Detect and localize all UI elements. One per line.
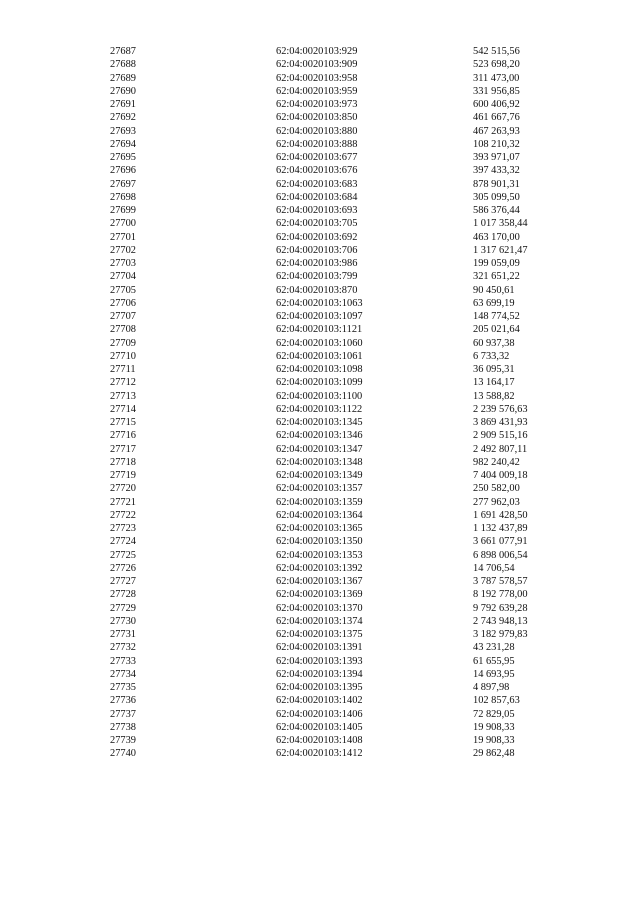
- cadastral-number: 62:04:0020103:1099: [276, 377, 363, 389]
- row-number: 27708: [110, 324, 136, 336]
- cadastral-value: 6 898 006,54: [473, 549, 528, 561]
- cadastral-value: 7 404 009,18: [473, 470, 528, 481]
- table-row: [0, 602, 640, 615]
- row-number: 27712: [110, 377, 136, 389]
- cadastral-number: 62:04:0020103:1100: [276, 390, 363, 402]
- cadastral-value: 331 956,85: [473, 85, 520, 97]
- cadastral-number: 62:04:0020103:1063: [276, 297, 363, 309]
- cadastral-number: 62:04:0020103:1348: [276, 456, 363, 468]
- cadastral-number: 62:04:0020103:1122: [276, 403, 363, 415]
- cadastral-number: 62:04:0020103:692: [276, 231, 358, 243]
- table-row: [0, 125, 640, 138]
- cadastral-value: 467 263,93: [473, 125, 520, 137]
- row-number: 27738: [110, 721, 136, 733]
- table-row: [0, 72, 640, 85]
- cadastral-number: 62:04:0020103:1408: [276, 735, 363, 746]
- cadastral-value: 43 231,28: [473, 642, 515, 654]
- cadastral-number: 62:04:0020103:1402: [276, 695, 363, 707]
- cadastral-value: 2 743 948,13: [473, 615, 528, 627]
- row-number: 27717: [110, 443, 136, 455]
- cadastral-value: 1 132 437,89: [473, 523, 528, 534]
- table-row: [0, 482, 640, 495]
- row-number: 27720: [110, 483, 136, 495]
- cadastral-number: 62:04:0020103:973: [276, 99, 358, 110]
- cadastral-value: 321 651,22: [473, 271, 520, 283]
- table-row: [0, 429, 640, 442]
- row-number: 27724: [110, 536, 136, 548]
- cadastral-number: 62:04:0020103:799: [276, 271, 358, 283]
- row-number: 27731: [110, 629, 136, 640]
- table-row: [0, 403, 640, 416]
- row-number: 27700: [110, 218, 136, 230]
- cadastral-value: 600 406,92: [473, 99, 520, 110]
- cadastral-value: 1 017 358,44: [473, 218, 528, 230]
- table-row: [0, 231, 640, 244]
- row-number: 27727: [110, 576, 136, 587]
- cadastral-value: 6 733,32: [473, 350, 510, 362]
- cadastral-number: 62:04:0020103:1357: [276, 483, 363, 495]
- row-number: 27725: [110, 549, 136, 561]
- row-number: 27723: [110, 523, 136, 534]
- cadastral-value: 542 515,56: [473, 46, 520, 57]
- cadastral-number: 62:04:0020103:693: [276, 205, 358, 216]
- table-row: [0, 58, 640, 71]
- cadastral-value: 461 667,76: [473, 112, 520, 124]
- row-number: 27714: [110, 403, 136, 415]
- table-row: [0, 681, 640, 694]
- table-row: [0, 721, 640, 734]
- cadastral-value: 14 706,54: [473, 562, 515, 574]
- cadastral-value: 90 450,61: [473, 284, 515, 296]
- row-number: 27740: [110, 748, 136, 760]
- cadastral-value: 463 170,00: [473, 231, 520, 243]
- table-row: [0, 708, 640, 721]
- cadastral-number: 62:04:0020103:850: [276, 112, 358, 124]
- cadastral-number: 62:04:0020103:909: [276, 59, 358, 71]
- row-number: 27713: [110, 390, 136, 402]
- row-number: 27726: [110, 562, 136, 574]
- row-number: 27730: [110, 615, 136, 627]
- cadastral-number: 62:04:0020103:1350: [276, 536, 363, 548]
- row-number: 27737: [110, 708, 136, 720]
- table-row: [0, 734, 640, 747]
- table-row: [0, 270, 640, 283]
- cadastral-number: 62:04:0020103:1364: [276, 509, 363, 521]
- row-number: 27695: [110, 152, 136, 163]
- cadastral-value: 199 059,09: [473, 258, 520, 269]
- cadastral-value: 3 869 431,93: [473, 417, 528, 428]
- cadastral-value: 586 376,44: [473, 205, 520, 216]
- cadastral-value: 305 099,50: [473, 191, 520, 203]
- cadastral-number: 62:04:0020103:1349: [276, 470, 363, 481]
- row-number: 27719: [110, 470, 136, 481]
- row-number: 27721: [110, 496, 136, 508]
- cadastral-value: 2 492 807,11: [473, 443, 528, 455]
- cadastral-number: 62:04:0020103:1392: [276, 562, 363, 574]
- cadastral-value: 19 908,33: [473, 721, 515, 733]
- cadastral-value: 878 901,31: [473, 178, 520, 190]
- cadastral-value-table: [0, 45, 640, 761]
- table-row: [0, 588, 640, 601]
- table-row: [0, 522, 640, 535]
- cadastral-value: 36 095,31: [473, 364, 515, 375]
- table-row: [0, 297, 640, 310]
- row-number: 27688: [110, 59, 136, 71]
- row-number: 27707: [110, 311, 136, 322]
- cadastral-value: 72 829,05: [473, 708, 515, 720]
- row-number: 27699: [110, 205, 136, 216]
- cadastral-value: 63 699,19: [473, 297, 515, 309]
- cadastral-value: 393 971,07: [473, 152, 520, 163]
- cadastral-value: 148 774,52: [473, 311, 520, 322]
- cadastral-number: 62:04:0020103:1121: [276, 324, 363, 336]
- table-row: [0, 98, 640, 111]
- cadastral-value: 102 857,63: [473, 695, 520, 707]
- cadastral-number: 62:04:0020103:1375: [276, 629, 363, 640]
- cadastral-value: 8 192 778,00: [473, 589, 528, 601]
- cadastral-value: 1 691 428,50: [473, 509, 528, 521]
- cadastral-number: 62:04:0020103:1394: [276, 668, 363, 680]
- table-row: [0, 562, 640, 575]
- cadastral-number: 62:04:0020103:706: [276, 244, 358, 256]
- row-number: 27716: [110, 430, 136, 442]
- table-row: [0, 469, 640, 482]
- cadastral-number: 62:04:0020103:705: [276, 218, 358, 230]
- cadastral-number: 62:04:0020103:1097: [276, 311, 363, 322]
- row-number: 27715: [110, 417, 136, 428]
- row-number: 27690: [110, 85, 136, 97]
- cadastral-value: 277 962,03: [473, 496, 520, 508]
- table-row: [0, 323, 640, 336]
- table-row: [0, 310, 640, 323]
- cadastral-number: 62:04:0020103:929: [276, 46, 358, 57]
- table-row: [0, 204, 640, 217]
- table-row: [0, 337, 640, 350]
- table-row: [0, 217, 640, 230]
- row-number: 27694: [110, 138, 136, 150]
- row-number: 27709: [110, 337, 136, 349]
- row-number: 27729: [110, 602, 136, 614]
- cadastral-number: 62:04:0020103:1060: [276, 337, 363, 349]
- cadastral-value: 250 582,00: [473, 483, 520, 495]
- table-row: [0, 151, 640, 164]
- table-row: [0, 575, 640, 588]
- cadastral-number: 62:04:0020103:683: [276, 178, 358, 190]
- row-number: 27710: [110, 350, 136, 362]
- cadastral-number: 62:04:0020103:1370: [276, 602, 363, 614]
- table-row: [0, 694, 640, 707]
- cadastral-value: 397 433,32: [473, 165, 520, 177]
- table-row: [0, 244, 640, 257]
- row-number: 27735: [110, 682, 136, 693]
- cadastral-value: 14 693,95: [473, 668, 515, 680]
- row-number: 27705: [110, 284, 136, 296]
- row-number: 27732: [110, 642, 136, 654]
- table-row: [0, 350, 640, 363]
- cadastral-value: 523 698,20: [473, 59, 520, 71]
- table-row: [0, 496, 640, 509]
- table-row: [0, 747, 640, 760]
- row-number: 27701: [110, 231, 136, 243]
- cadastral-value: 9 792 639,28: [473, 602, 528, 614]
- cadastral-number: 62:04:0020103:1365: [276, 523, 363, 534]
- table-row: [0, 257, 640, 270]
- row-number: 27718: [110, 456, 136, 468]
- cadastral-value: 4 897,98: [473, 682, 510, 693]
- table-row: [0, 45, 640, 58]
- table-row: [0, 443, 640, 456]
- table-row: [0, 111, 640, 124]
- row-number: 27693: [110, 125, 136, 137]
- cadastral-number: 62:04:0020103:1359: [276, 496, 363, 508]
- table-row: [0, 628, 640, 641]
- row-number: 27722: [110, 509, 136, 521]
- cadastral-number: 62:04:0020103:677: [276, 152, 358, 163]
- cadastral-number: 62:04:0020103:986: [276, 258, 358, 269]
- cadastral-number: 62:04:0020103:684: [276, 191, 358, 203]
- cadastral-value: 982 240,42: [473, 456, 520, 468]
- row-number: 27687: [110, 46, 136, 57]
- cadastral-number: 62:04:0020103:1395: [276, 682, 363, 693]
- cadastral-number: 62:04:0020103:1412: [276, 748, 363, 760]
- cadastral-value: 19 908,33: [473, 735, 515, 746]
- cadastral-number: 62:04:0020103:1369: [276, 589, 363, 601]
- cadastral-number: 62:04:0020103:1393: [276, 655, 363, 667]
- cadastral-value: 29 862,48: [473, 748, 515, 760]
- table-row: [0, 535, 640, 548]
- cadastral-number: 62:04:0020103:1391: [276, 642, 363, 654]
- row-number: 27711: [110, 364, 136, 375]
- table-row: [0, 509, 640, 522]
- cadastral-number: 62:04:0020103:1061: [276, 350, 363, 362]
- table-row: [0, 284, 640, 297]
- cadastral-value: 108 210,32: [473, 138, 520, 150]
- cadastral-number: 62:04:0020103:1346: [276, 430, 363, 442]
- cadastral-number: 62:04:0020103:870: [276, 284, 358, 296]
- cadastral-number: 62:04:0020103:1347: [276, 443, 363, 455]
- row-number: 27704: [110, 271, 136, 283]
- table-row: [0, 85, 640, 98]
- cadastral-number: 62:04:0020103:959: [276, 85, 358, 97]
- cadastral-number: 62:04:0020103:958: [276, 72, 358, 84]
- row-number: 27733: [110, 655, 136, 667]
- table-row: [0, 164, 640, 177]
- cadastral-number: 62:04:0020103:1374: [276, 615, 363, 627]
- table-row: [0, 668, 640, 681]
- table-row: [0, 549, 640, 562]
- cadastral-value: 1 317 621,47: [473, 244, 528, 256]
- cadastral-value: 205 021,64: [473, 324, 520, 336]
- cadastral-number: 62:04:0020103:1345: [276, 417, 363, 428]
- cadastral-value: 13 164,17: [473, 377, 515, 389]
- cadastral-value: 61 655,95: [473, 655, 515, 667]
- row-number: 27697: [110, 178, 136, 190]
- cadastral-value: 3 661 077,91: [473, 536, 528, 548]
- cadastral-number: 62:04:0020103:1367: [276, 576, 363, 587]
- table-row: [0, 641, 640, 654]
- row-number: 27728: [110, 589, 136, 601]
- row-number: 27736: [110, 695, 136, 707]
- cadastral-number: 62:04:0020103:888: [276, 138, 358, 150]
- cadastral-number: 62:04:0020103:1405: [276, 721, 363, 733]
- table-row: [0, 178, 640, 191]
- cadastral-number: 62:04:0020103:880: [276, 125, 358, 137]
- table-row: [0, 456, 640, 469]
- cadastral-number: 62:04:0020103:1098: [276, 364, 363, 375]
- row-number: 27691: [110, 99, 136, 110]
- cadastral-value: 3 182 979,83: [473, 629, 528, 640]
- row-number: 27698: [110, 191, 136, 203]
- table-row: [0, 191, 640, 204]
- table-row: [0, 615, 640, 628]
- cadastral-value: 2 909 515,16: [473, 430, 528, 442]
- table-row: [0, 376, 640, 389]
- cadastral-value: 2 239 576,63: [473, 403, 528, 415]
- table-row: [0, 416, 640, 429]
- row-number: 27706: [110, 297, 136, 309]
- cadastral-value: 3 787 578,57: [473, 576, 528, 587]
- table-row: [0, 363, 640, 376]
- cadastral-number: 62:04:0020103:1353: [276, 549, 363, 561]
- cadastral-value: 60 937,38: [473, 337, 515, 349]
- row-number: 27703: [110, 258, 136, 269]
- table-row: [0, 138, 640, 151]
- row-number: 27734: [110, 668, 136, 680]
- table-row: [0, 390, 640, 403]
- row-number: 27739: [110, 735, 136, 746]
- row-number: 27702: [110, 244, 136, 256]
- row-number: 27692: [110, 112, 136, 124]
- cadastral-value: 311 473,00: [473, 72, 520, 84]
- cadastral-value: 13 588,82: [473, 390, 515, 402]
- row-number: 27689: [110, 72, 136, 84]
- table-row: [0, 655, 640, 668]
- row-number: 27696: [110, 165, 136, 177]
- cadastral-number: 62:04:0020103:1406: [276, 708, 363, 720]
- cadastral-number: 62:04:0020103:676: [276, 165, 358, 177]
